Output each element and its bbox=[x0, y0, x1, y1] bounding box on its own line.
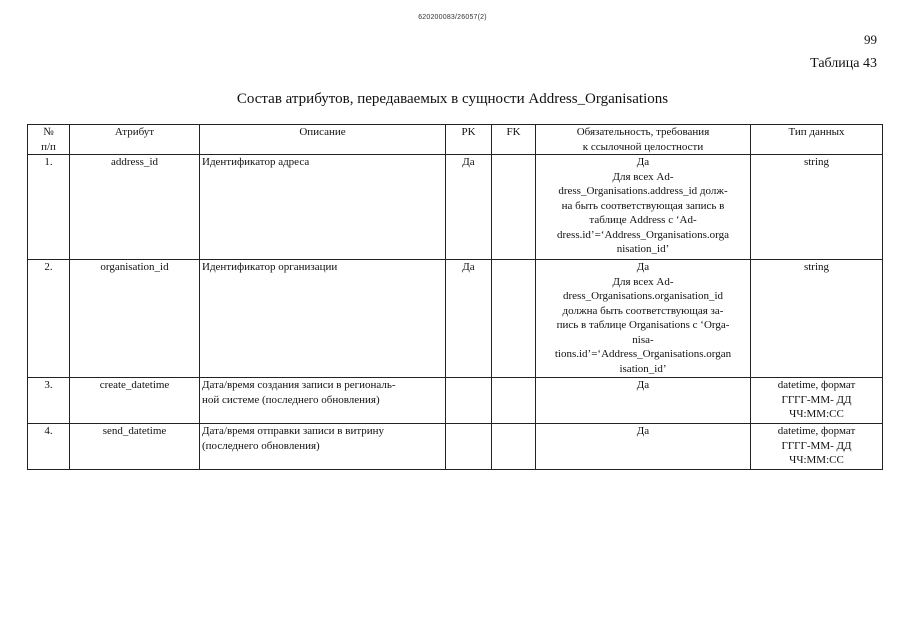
table-title: Состав атрибутов, передаваемых в сущности Address_Organisations bbox=[236, 91, 669, 107]
table-row bbox=[28, 378, 883, 424]
row-num: 1. bbox=[28, 155, 70, 260]
row-attribute: create_datetime bbox=[70, 378, 200, 424]
row-requirements: Да Для всех Ad- dress_Organisations.organisation_id должна быть соответствующая за- пись в таблице Organisations с ‘Orga- nisa- tions.id’=‘Address_Organisations.organ isation_id’ bbox=[536, 260, 751, 378]
row-pk: Да bbox=[446, 260, 492, 378]
row-description: Дата/время отправки записи в витрину (последнего обновления) bbox=[200, 424, 446, 470]
row-pk bbox=[446, 424, 492, 470]
document-stamp: 620200083/26057(2) bbox=[418, 14, 487, 21]
table-label: Таблица 43 bbox=[810, 56, 877, 71]
column-header-num: № п/п bbox=[28, 125, 70, 155]
column-header-data-type: Тип данных bbox=[751, 125, 883, 155]
column-header-requirements: Обязательность, требования к ссылочной целостности bbox=[536, 125, 751, 155]
row-data-type: string bbox=[751, 155, 883, 260]
row-data-type: datetime, формат ГГГГ-ММ- ДД ЧЧ:ММ:СС bbox=[751, 424, 883, 470]
row-requirements: Да bbox=[536, 424, 751, 470]
row-num: 4. bbox=[28, 424, 70, 470]
column-header-fk: FK bbox=[492, 125, 536, 155]
row-fk bbox=[492, 424, 536, 470]
row-description: Идентификатор организации bbox=[200, 260, 446, 378]
attributes-table bbox=[27, 124, 883, 470]
row-requirements: Да Для всех Ad- dress_Organisations.address_id долж- на быть соответствующая запись в таблице Address с ‘Ad- dress.id’=‘Address_Organisations.orga nisation_id’ bbox=[536, 155, 751, 260]
table-row bbox=[28, 424, 883, 470]
column-header-pk: PK bbox=[446, 125, 492, 155]
row-description: Идентификатор адреса bbox=[200, 155, 446, 260]
row-fk bbox=[492, 260, 536, 378]
row-description: Дата/время создания записи в региональ- ной системе (последнего обновления) bbox=[200, 378, 446, 424]
table-header-row bbox=[28, 125, 883, 155]
table-row bbox=[28, 260, 883, 378]
row-fk bbox=[492, 378, 536, 424]
row-num: 3. bbox=[28, 378, 70, 424]
row-attribute: organisation_id bbox=[70, 260, 200, 378]
row-fk bbox=[492, 155, 536, 260]
row-pk bbox=[446, 378, 492, 424]
row-attribute: address_id bbox=[70, 155, 200, 260]
table-row bbox=[28, 155, 883, 260]
page-number: 99 bbox=[864, 32, 877, 47]
row-attribute: send_datetime bbox=[70, 424, 200, 470]
row-num: 2. bbox=[28, 260, 70, 378]
column-header-attribute: Атрибут bbox=[70, 125, 200, 155]
row-requirements: Да bbox=[536, 378, 751, 424]
row-pk: Да bbox=[446, 155, 492, 260]
column-header-description: Описание bbox=[200, 125, 446, 155]
row-data-type: datetime, формат ГГГГ-ММ- ДД ЧЧ:ММ:СС bbox=[751, 378, 883, 424]
row-data-type: string bbox=[751, 260, 883, 378]
